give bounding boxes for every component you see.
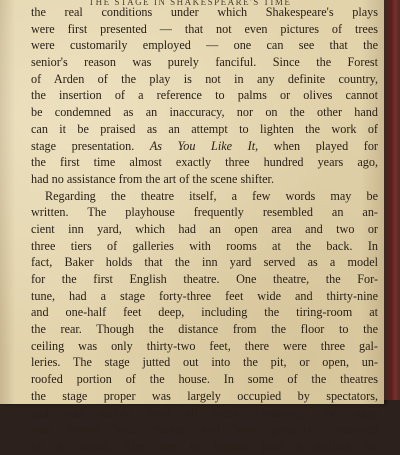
text-line: ceiling was only thirty-two feet, there were three gal- <box>31 338 378 353</box>
text-line: the rear. Though the distance from the floor to the <box>31 322 378 337</box>
text-line: be condemned as an inaccuracy, nor on the other hand <box>31 105 378 120</box>
text-line: was strewn with rushes and was partially concealed <box>31 422 378 437</box>
text-line: for the first English theatre. One theatre, the For- <box>31 272 378 286</box>
text-line: roofed portion of the house. In some of the theatres <box>31 372 378 387</box>
play-title: As You Like It <box>149 138 256 153</box>
text-line: and one-half feet deep, including the tiring-room at <box>31 305 378 320</box>
text-line-with-title <box>31 138 378 155</box>
text-line: tune, had a stage forty-three feet wide and thirty-nine <box>31 288 378 303</box>
text-line-start: stage presentation. <box>31 138 135 153</box>
paragraph-1 <box>31 4 378 188</box>
text-line: the first time almost exactly three hundred years ago, <box>31 155 378 170</box>
text-line: the real conditions under which Shakespeare's plays <box>31 5 378 19</box>
text-line: by a curtain. The men of fashion paid a shilling for <box>31 438 378 453</box>
text-line: of Arden of the play is not in any definite country, <box>31 71 378 86</box>
text-line: fact, Baker holds that the inn yard served as a model <box>31 255 378 270</box>
text-line: three tiers of galleries with rooms at the back. In <box>31 238 378 253</box>
text-line: written. The playhouse frequently resembled an an- <box>31 205 378 220</box>
text-line: and was visible from all sides. Ordinarily the stage <box>31 405 378 420</box>
text-line: the insertion of a reference to palms or olives cannot <box>31 88 378 103</box>
text-line: the stage proper was largely occupied by spectators, <box>31 388 378 403</box>
text-line: were customarily employed — one can see that the <box>31 38 378 53</box>
paragraph-2 <box>31 188 378 455</box>
page-text <box>31 4 378 455</box>
book-edge <box>384 0 400 400</box>
text-line: Regarding the theatre itself, a few words may be <box>45 188 378 203</box>
text-line: cient inn yard, which had an open area and two or <box>31 221 378 236</box>
text-line: senior's reason was purely fanciful. Since the Forest <box>31 55 378 70</box>
text-line: can it be praised as an attempt to lighten the work of <box>31 121 378 136</box>
text-line: leries. The stage jutted out into the pit, or open, un- <box>31 355 378 370</box>
running-header: THE STAGE IN SHAKESPEARE'S TIME <box>88 0 292 7</box>
text-line-end: , when played for <box>255 138 378 153</box>
text-line: were first presented — that not even pictures of trees <box>31 21 378 36</box>
text-line: had no assistance from the art of the scene shifter. <box>31 171 274 186</box>
